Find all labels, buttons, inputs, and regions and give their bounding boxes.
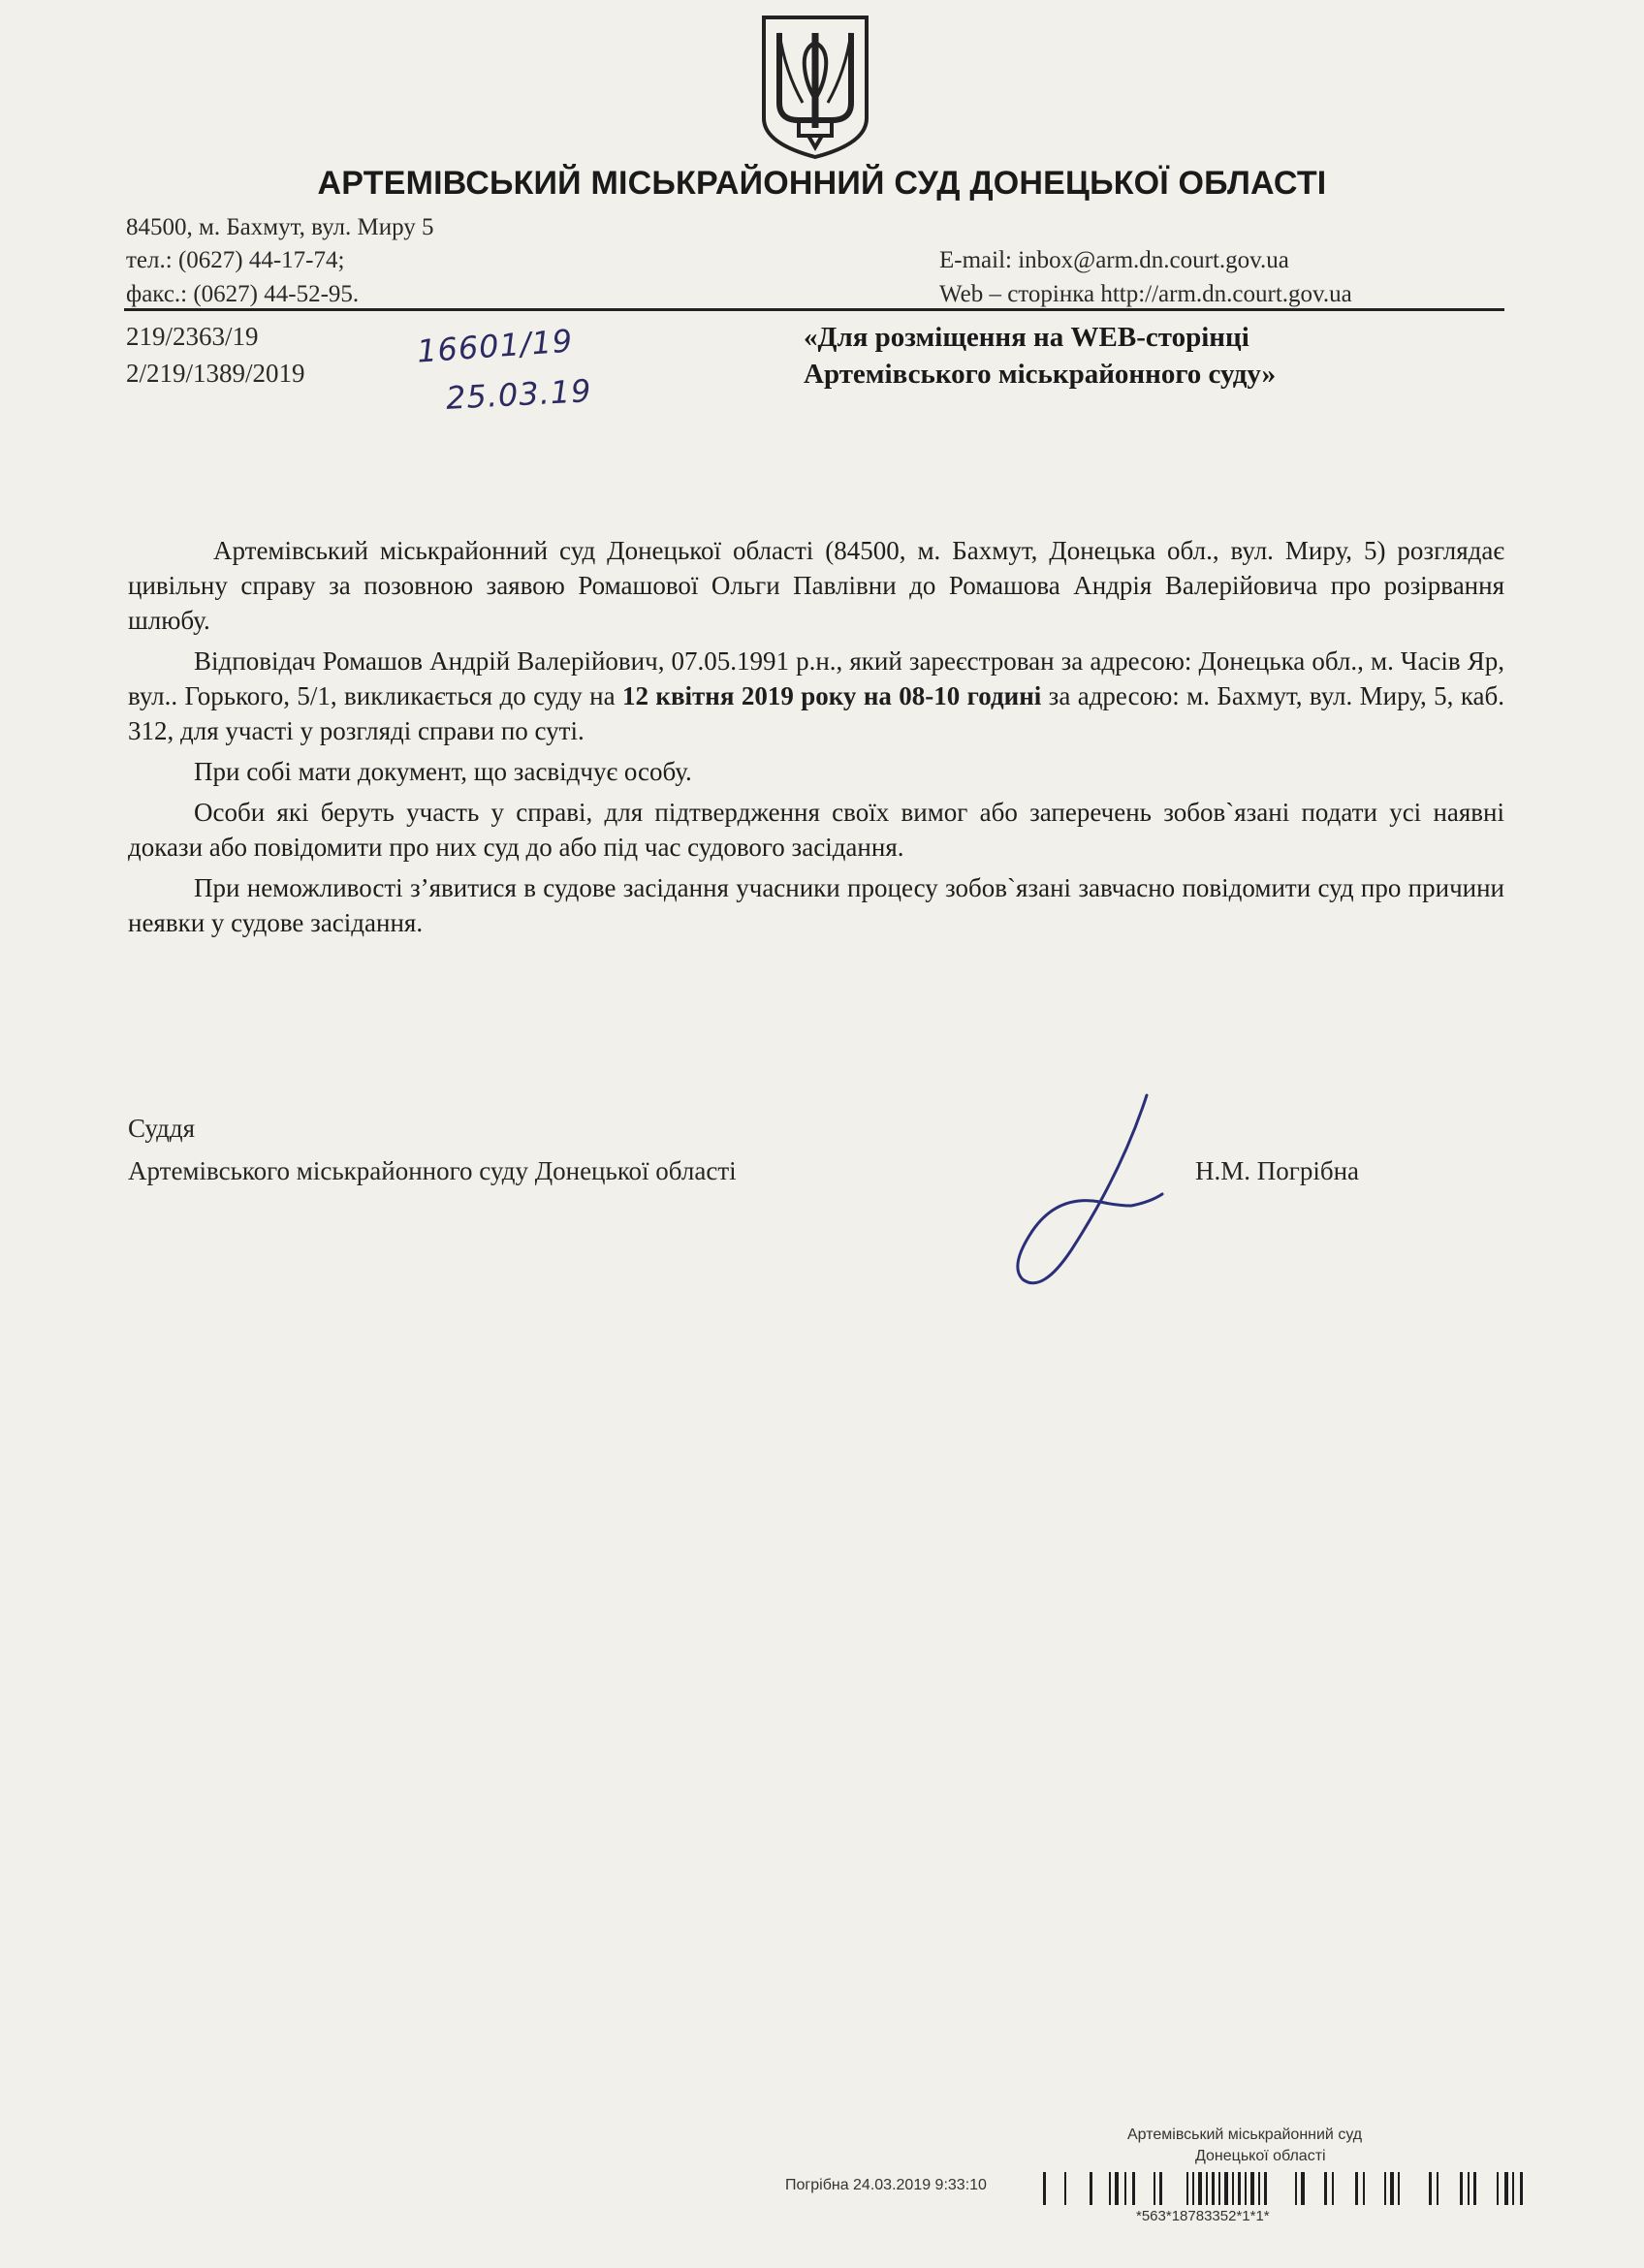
- court-fax: факс.: (0627) 44-52-95.: [126, 281, 360, 307]
- handwritten-signature: [1003, 1086, 1187, 1308]
- summons-text-start: Відповідач Ромашов Андрій Валерійович, 07.05.1991 р.н., який зареєстрован за адресою: Донецька обл., м. Часів Яр, вул.. Горького, 5/1, викликається до суду на: [128, 646, 1504, 710]
- signatory-organization: Артемівського міськрайонного суду Донецької області: [128, 1156, 737, 1185]
- notice-paragraph-5: При неможливості з’явитися в судове засідання учасники процесу зобов`язані завчасно повідомити суд про причини неявки у судове засідання.: [128, 873, 1504, 937]
- notice-paragraph-3: При собі мати документ, що засвідчує особу.: [194, 757, 692, 786]
- stamp-region: Донецької області: [1195, 2148, 1326, 2164]
- summons-text-end: за адресою: м. Бахмут, вул. Миру, 5, каб. 312, для участі у розгляді справи по суті.: [128, 681, 1505, 745]
- registration-stamp: Погрібна 24.03.2019 9:33:10: [785, 2177, 987, 2193]
- barcode-icon: [1041, 2172, 1532, 2205]
- web-publication-note-line-2: Артемівського міськрайонного суду»: [804, 359, 1277, 390]
- court-email: E-mail: inbox@arm.dn.court.gov.ua: [939, 247, 1289, 273]
- hearing-date-time: 12 квітня 2019 року на 08-10 годині: [621, 681, 1042, 710]
- notice-paragraph-2: [128, 644, 1504, 748]
- case-reference-1: 219/2363/19: [126, 322, 259, 351]
- court-address: 84500, м. Бахмут, вул. Миру 5: [126, 214, 434, 240]
- case-reference-2: 2/219/1389/2019: [126, 359, 305, 388]
- signatory-name: Н.М. Погрібна: [1195, 1156, 1360, 1185]
- court-website: Web – сторінка http://arm.dn.court.gov.ua: [939, 281, 1352, 307]
- notice-body: [128, 533, 1504, 946]
- handwritten-registration-number: 16601/19: [415, 322, 575, 370]
- court-title: АРТЕМІВСЬКИЙ МІСЬКРАЙОННИЙ СУД ДОНЕЦЬКОЇ ОБЛАСТІ: [317, 165, 1327, 202]
- signatory-title: Суддя: [128, 1114, 196, 1143]
- notice-paragraph-1: Артемівський міськрайонний суд Донецької області (84500, м. Бахмут, Донецька обл., вул. Миру, 5) розглядає цивільну справу за позовною заявою Ромашової Ольги Павлівни до Ромашова Андрія Валерійовича про розірвання шлюбу.: [128, 536, 1504, 635]
- trident-emblem-icon: [760, 14, 870, 161]
- handwritten-registration-date: 25.03.19: [445, 372, 593, 417]
- barcode-number: *563*18783352*1*1*: [1136, 2208, 1270, 2224]
- stamp-court-name: Артемівський міськрайонний суд: [1127, 2126, 1363, 2143]
- court-phone: тел.: (0627) 44-17-74;: [126, 247, 345, 273]
- web-publication-note-line-1: «Для розміщення на WEB-сторінці: [804, 322, 1249, 353]
- header-divider: [124, 308, 1504, 311]
- notice-paragraph-4: Особи які беруть участь у справі, для підтвердження своїх вимог або заперечень зобов`язані подати усі наявні докази або повідомити про них суд до або під час судового засідання.: [128, 798, 1504, 862]
